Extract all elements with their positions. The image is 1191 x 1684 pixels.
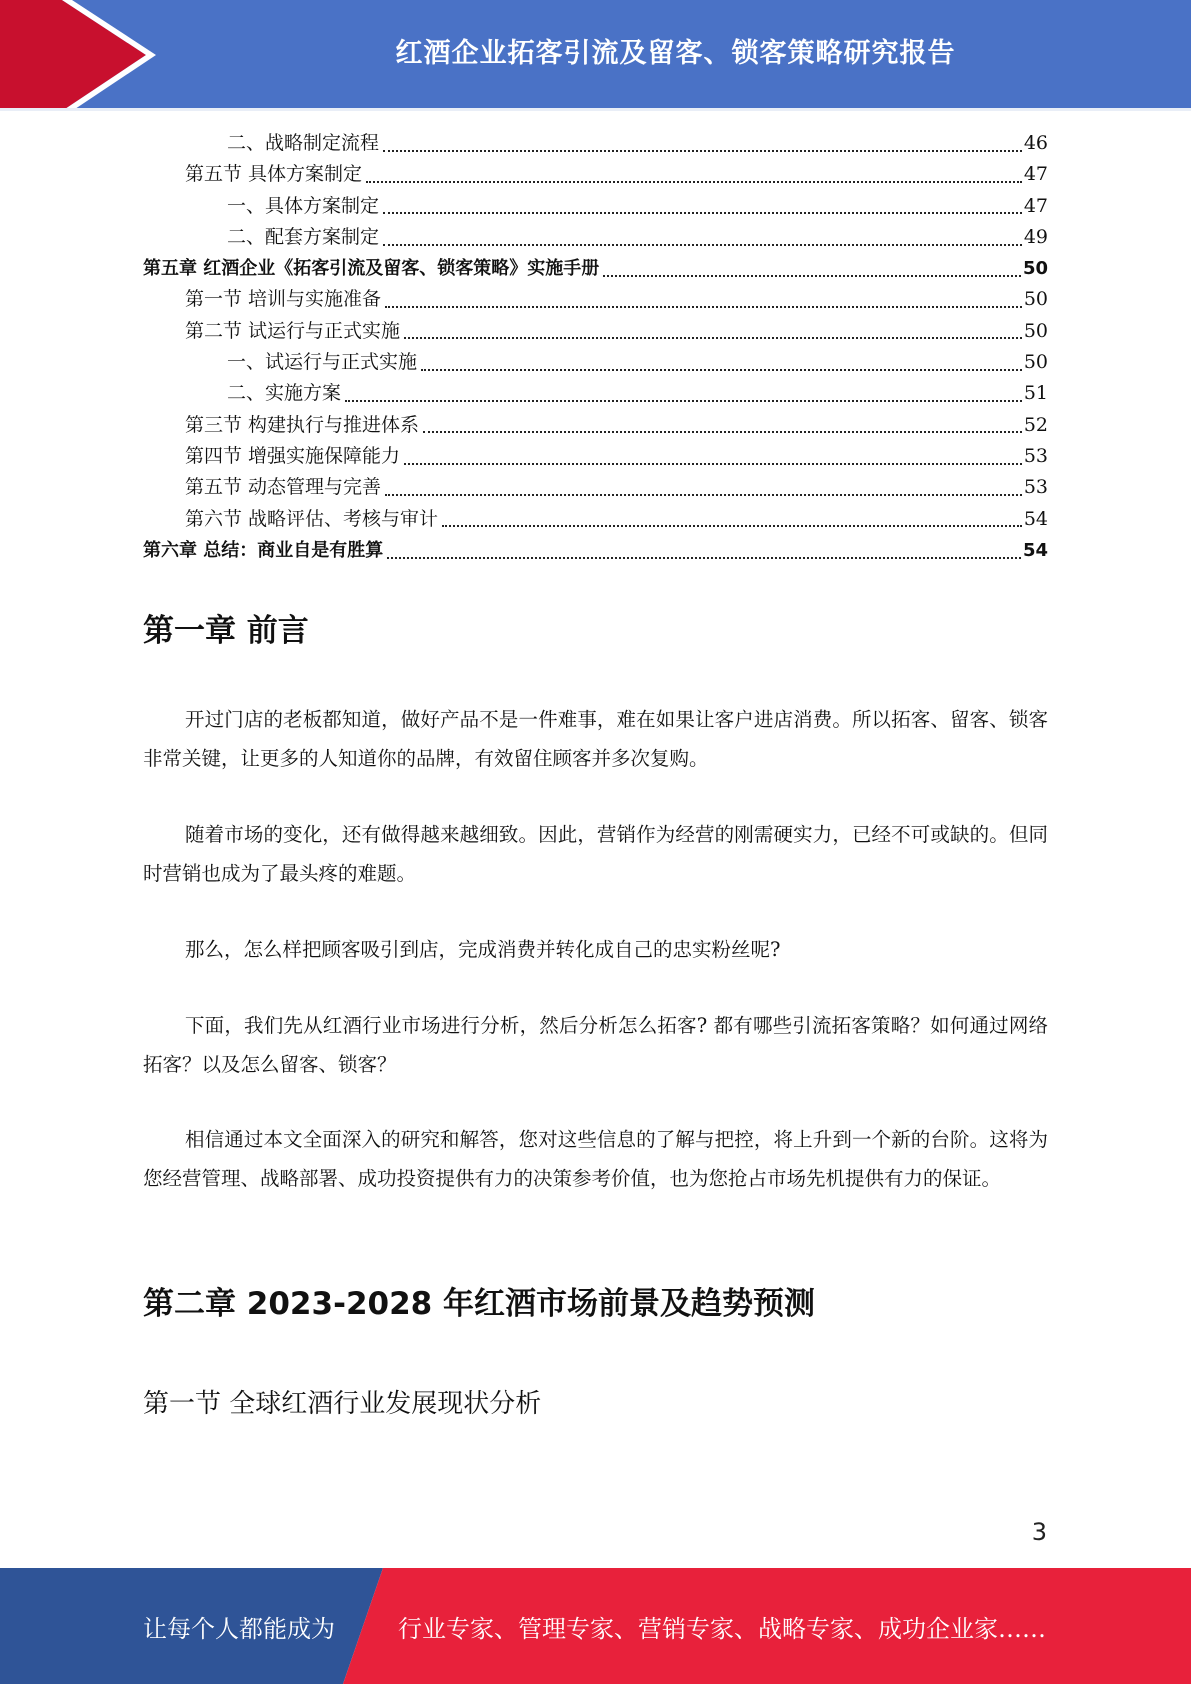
toc-entry-label: 一、试运行与正式实施 <box>227 351 418 374</box>
toc-entry-label: 二、配套方案制定 <box>227 225 380 248</box>
chapter-2-heading: 第二章 2023-2028 年红酒市场前景及趋势预测 <box>143 1286 816 1322</box>
page-footer <box>0 1568 1191 1684</box>
toc-entry[interactable] <box>143 316 1048 347</box>
chapter-1-paragraph: 开过门店的老板都知道，做好产品不是一件难事，难在如果让客户进店消费。所以拓客、留客、锁客非常关键，让更多的人知道你的品牌，有效留住顾客并多次复购。 <box>143 708 1048 770</box>
footer-slogan-right: 行业专家、管理专家、营销专家、战略专家、成功企业家…… <box>398 1614 1046 1643</box>
toc-entry[interactable] <box>143 128 1048 159</box>
toc-leader-dots <box>383 212 1022 214</box>
toc-entry-page: 50 <box>1022 258 1048 280</box>
toc-entry-label: 第五节 具体方案制定 <box>185 163 363 186</box>
toc-entry-page: 52 <box>1023 413 1048 436</box>
toc-leader-dots <box>404 463 1022 465</box>
chapter-1-heading: 第一章 前言 <box>143 613 309 649</box>
chapter-1-paragraph: 那么，怎么样把顾客吸引到店，完成消费并转化成自己的忠实粉丝呢? <box>185 938 781 961</box>
toc-entry[interactable] <box>143 284 1048 315</box>
toc-entry[interactable] <box>143 159 1048 190</box>
toc-leader-dots <box>442 525 1022 527</box>
chapter-1-paragraph: 下面，我们先从红酒行业市场进行分析，然后分析怎么拓客? 都有哪些引流拓客策略？如何通过网络拓客？以及怎么留客、锁客？ <box>143 1014 1048 1076</box>
toc-leader-dots <box>603 275 1021 277</box>
chapter-1-paragraph: 相信通过本文全面深入的研究和解答，您对这些信息的了解与把控，将上升到一个新的台阶。这将为您经营管理、战略部署、成功投资提供有力的决策参考价值，也为您抢占市场先机提供有力的保证。 <box>143 1128 1048 1190</box>
toc-entry-page: 53 <box>1023 444 1048 467</box>
toc-entry-page: 53 <box>1023 476 1048 499</box>
toc-leader-dots <box>385 494 1022 496</box>
table-of-contents <box>143 128 1048 566</box>
toc-entry-label: 二、实施方案 <box>227 382 342 405</box>
section-1-heading: 第一节 全球红酒行业发展现状分析 <box>143 1389 542 1419</box>
toc-leader-dots <box>366 181 1022 183</box>
toc-entry[interactable] <box>143 222 1048 253</box>
page-number: 3 <box>1031 1518 1047 1546</box>
toc-entry[interactable] <box>143 253 1048 284</box>
toc-entry-page: 51 <box>1023 382 1048 405</box>
toc-leader-dots <box>421 369 1022 371</box>
toc-entry[interactable] <box>143 535 1048 566</box>
toc-entry-page: 47 <box>1023 194 1048 217</box>
toc-entry-label: 第一节 培训与实施准备 <box>185 288 382 311</box>
toc-leader-dots <box>404 337 1022 339</box>
toc-entry-page: 54 <box>1023 507 1048 530</box>
toc-entry-page: 46 <box>1023 132 1048 154</box>
red-chevron-decoration <box>0 0 160 111</box>
footer-slogan-left: 让每个人都能成为 <box>143 1614 335 1643</box>
toc-entry-page: 50 <box>1023 351 1048 374</box>
toc-leader-dots <box>423 431 1022 433</box>
toc-entry[interactable] <box>143 191 1048 222</box>
chapter-1-paragraph: 随着市场的变化，还有做得越来越细致。因此，营销作为经营的刚需硬实力，已经不可或缺的。但同时营销也成为了最头疼的难题。 <box>143 823 1048 885</box>
toc-entry-page: 50 <box>1023 288 1048 311</box>
toc-leader-dots <box>385 306 1022 308</box>
toc-entry-label: 第四节 增强实施保障能力 <box>185 444 401 467</box>
header-divider <box>0 108 1191 111</box>
toc-entry[interactable] <box>143 504 1048 535</box>
toc-leader-dots <box>383 150 1022 152</box>
toc-leader-dots <box>387 557 1021 559</box>
toc-entry-label: 第六节 战略评估、考核与审计 <box>185 507 439 530</box>
toc-leader-dots <box>383 244 1022 246</box>
toc-entry-label: 第二节 试运行与正式实施 <box>185 319 401 342</box>
toc-entry-label: 第六章 总结：商业自是有胜算 <box>143 539 384 561</box>
toc-leader-dots <box>345 400 1022 402</box>
page-header <box>0 0 1191 111</box>
toc-entry-label: 二、战略制定流程 <box>227 132 380 154</box>
report-title: 红酒企业拓客引流及留客、锁客策略研究报告 <box>395 37 956 69</box>
toc-entry-label: 第三节 构建执行与推进体系 <box>185 413 420 436</box>
toc-entry[interactable] <box>143 347 1048 378</box>
toc-entry-page: 54 <box>1022 539 1048 561</box>
toc-entry-page: 47 <box>1023 163 1048 186</box>
toc-entry[interactable] <box>143 472 1048 503</box>
toc-entry-label: 第五章 红酒企业《拓客引流及留客、锁客策略》实施手册 <box>143 258 600 280</box>
toc-entry-label: 一、具体方案制定 <box>227 194 380 217</box>
toc-entry-page: 49 <box>1023 225 1048 248</box>
toc-entry[interactable] <box>143 378 1048 409</box>
toc-entry-label: 第五节 动态管理与完善 <box>185 476 382 499</box>
toc-entry[interactable] <box>143 410 1048 441</box>
toc-entry[interactable] <box>143 441 1048 472</box>
toc-entry-page: 50 <box>1023 319 1048 342</box>
